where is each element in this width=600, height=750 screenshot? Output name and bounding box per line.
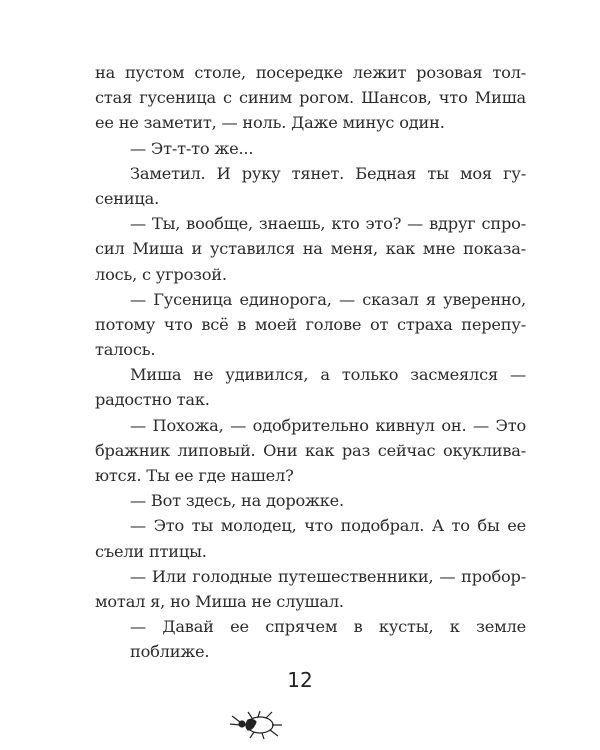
text-line: ются. Ты ее где нашел? <box>95 466 294 485</box>
text-line: — Эт-т-то же... <box>130 138 254 158</box>
text-line: ее не заметит, — ноль. Даже минус один. <box>95 113 445 133</box>
text-line: мотал я, но Миша не слушал. <box>95 591 344 611</box>
text-line: Миша не удивился, а только засмеялся — <box>130 365 526 385</box>
text-line: — Давай ее спрячем в кусты, к земле поближе. <box>130 617 526 662</box>
text-line: талось. <box>95 340 156 360</box>
text-line: потому что всё в моей голове от страха перепу- <box>95 314 526 334</box>
text-line: — Или голодные путешественники, — пробор- <box>130 566 526 586</box>
text-line: — Ты, вообще, знаешь, кто это? — вдруг спро- <box>130 214 526 234</box>
text-line: — Вот здесь, на дорожке. <box>130 491 344 511</box>
page-number: 12 <box>287 668 313 692</box>
text-line: — Гусеница единорога, — сказал я уверенно, <box>130 289 526 309</box>
beetle-icon <box>226 708 286 745</box>
text-line: сеница. <box>95 188 160 208</box>
text-line: Заметил. И руку тянет. Бедная ты моя гу- <box>130 163 526 183</box>
text-line: съели птицы. <box>95 541 207 561</box>
text-line: — Похожа, — одобрительно кивнул он. — Это <box>130 415 526 435</box>
text-line: стая гусеница с синим рогом. Шансов, что Миша <box>95 88 526 108</box>
text-line: радостно так. <box>95 390 210 410</box>
text-line: сил Миша и уставился на меня, как мне показа- <box>95 239 526 259</box>
text-line: — Это ты молодец, что подобрал. А то бы ее <box>130 516 526 536</box>
text-line: бражник липовый. Они как раз сейчас окуклива- <box>95 440 526 460</box>
page-text <box>95 60 526 662</box>
text-line: лось, с угрозой. <box>95 264 227 284</box>
text-line: на пустом столе, посередке лежит розовая тол- <box>95 63 526 82</box>
